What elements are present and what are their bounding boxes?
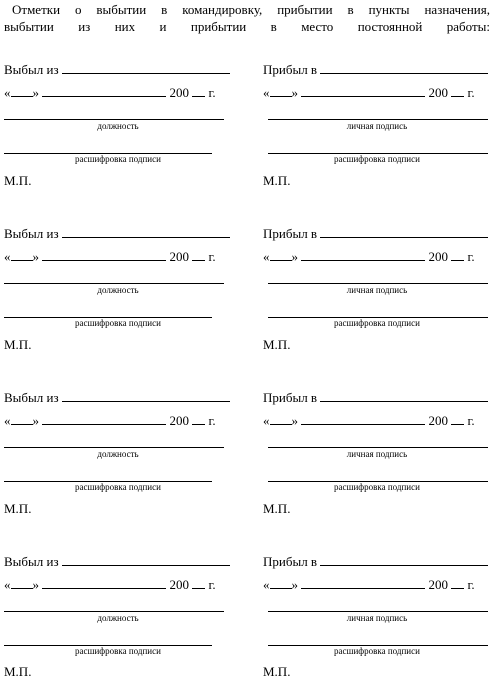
stamp-label: М.П.: [263, 664, 291, 679]
signature-decoding-caption: расшифровка подписи: [75, 318, 161, 328]
travel-mark-block-3: [0, 388, 494, 548]
year-prefix: 200: [169, 249, 189, 264]
arrived-label: Прибыл в: [263, 62, 318, 77]
instructions-line-2: выбытии из них и прибытии в место постоянной работы:: [4, 19, 490, 34]
departed-label: Выбыл из: [4, 226, 59, 241]
stamp-label: М.П.: [4, 337, 32, 352]
departed-place-field[interactable]: [62, 388, 230, 402]
quote-close: »: [291, 85, 298, 100]
arrived-row: [263, 552, 488, 570]
year-field[interactable]: [192, 83, 205, 97]
quote-open: «: [4, 249, 11, 264]
quote-close: »: [291, 577, 298, 592]
quote-close: »: [32, 249, 39, 264]
personal-signature-field[interactable]: [268, 283, 488, 284]
quote-close: »: [291, 413, 298, 428]
arrival-date-row: [263, 411, 475, 429]
month-field[interactable]: [42, 575, 166, 589]
year-field[interactable]: [451, 83, 464, 97]
position-field[interactable]: [4, 611, 224, 612]
year-prefix: 200: [169, 413, 189, 428]
position-field[interactable]: [4, 447, 224, 448]
departed-row: [4, 388, 230, 406]
departed-place-field[interactable]: [62, 224, 230, 238]
day-field[interactable]: [270, 411, 292, 425]
signature-decoding-caption: расшифровка подписи: [334, 646, 420, 656]
personal-signature-field[interactable]: [268, 119, 488, 120]
year-field[interactable]: [192, 575, 205, 589]
year-field[interactable]: [192, 247, 205, 261]
year-prefix: 200: [169, 85, 189, 100]
month-field[interactable]: [301, 83, 425, 97]
month-field[interactable]: [301, 247, 425, 261]
stamp-label: М.П.: [263, 173, 291, 188]
day-field[interactable]: [270, 247, 292, 261]
quote-open: «: [4, 413, 11, 428]
personal-signature-field[interactable]: [268, 611, 488, 612]
year-suffix: г.: [208, 249, 216, 264]
day-field[interactable]: [11, 247, 33, 261]
year-prefix: 200: [169, 577, 189, 592]
personal-signature-caption: личная подпись: [346, 449, 408, 459]
year-field[interactable]: [451, 247, 464, 261]
personal-signature-caption: личная подпись: [346, 613, 408, 623]
quote-open: «: [263, 577, 270, 592]
year-suffix: г.: [208, 85, 216, 100]
stamp-label: М.П.: [4, 501, 32, 516]
arrival-date-row: [263, 575, 475, 593]
year-field[interactable]: [451, 411, 464, 425]
position-caption: должность: [97, 121, 139, 131]
signature-decoding-caption: расшифровка подписи: [75, 646, 161, 656]
instructions-line-1: Отметки о выбытии в командировку, прибытии в пункты назначения,: [12, 2, 490, 17]
year-prefix: 200: [428, 577, 448, 592]
departed-label: Выбыл из: [4, 390, 59, 405]
position-caption: должность: [97, 285, 139, 295]
personal-signature-caption: личная подпись: [346, 285, 408, 295]
departure-date-row: [4, 247, 216, 265]
departure-date-row: [4, 83, 216, 101]
day-field[interactable]: [11, 411, 33, 425]
stamp-label: М.П.: [4, 173, 32, 188]
signature-decoding-caption: расшифровка подписи: [75, 154, 161, 164]
month-field[interactable]: [42, 411, 166, 425]
quote-close: »: [32, 85, 39, 100]
quote-open: «: [263, 85, 270, 100]
stamp-label: М.П.: [263, 337, 291, 352]
form-instructions: [4, 1, 490, 35]
travel-mark-block-1: [0, 60, 494, 220]
quote-close: »: [32, 577, 39, 592]
year-suffix: г.: [467, 85, 475, 100]
month-field[interactable]: [42, 247, 166, 261]
stamp-label: М.П.: [4, 664, 32, 679]
quote-close: »: [291, 249, 298, 264]
year-suffix: г.: [467, 249, 475, 264]
arrived-label: Прибыл в: [263, 554, 318, 569]
year-suffix: г.: [467, 413, 475, 428]
departed-row: [4, 552, 230, 570]
year-field[interactable]: [451, 575, 464, 589]
personal-signature-field[interactable]: [268, 447, 488, 448]
departed-label: Выбыл из: [4, 62, 59, 77]
year-prefix: 200: [428, 85, 448, 100]
personal-signature-caption: личная подпись: [346, 121, 408, 131]
day-field[interactable]: [270, 83, 292, 97]
day-field[interactable]: [11, 83, 33, 97]
arrived-row: [263, 60, 488, 78]
signature-decoding-caption: расшифровка подписи: [75, 482, 161, 492]
position-field[interactable]: [4, 119, 224, 120]
quote-open: «: [263, 249, 270, 264]
year-suffix: г.: [208, 577, 216, 592]
day-field[interactable]: [270, 575, 292, 589]
departed-row: [4, 224, 230, 242]
departed-place-field[interactable]: [62, 552, 230, 566]
year-field[interactable]: [192, 411, 205, 425]
day-field[interactable]: [11, 575, 33, 589]
signature-decoding-caption: расшифровка подписи: [334, 318, 420, 328]
arrived-row: [263, 388, 488, 406]
position-field[interactable]: [4, 283, 224, 284]
stamp-label: М.П.: [263, 501, 291, 516]
travel-mark-block-2: [0, 224, 494, 384]
month-field[interactable]: [42, 83, 166, 97]
month-field[interactable]: [301, 575, 425, 589]
arrived-place-field[interactable]: [320, 224, 488, 238]
position-caption: должность: [97, 449, 139, 459]
arrived-row: [263, 224, 488, 242]
departure-date-row: [4, 411, 216, 429]
arrived-place-field[interactable]: [320, 388, 488, 402]
departed-label: Выбыл из: [4, 554, 59, 569]
quote-open: «: [4, 85, 11, 100]
travel-mark-block-4: [0, 552, 494, 679]
month-field[interactable]: [301, 411, 425, 425]
year-prefix: 200: [428, 249, 448, 264]
departed-row: [4, 60, 230, 78]
year-suffix: г.: [467, 577, 475, 592]
quote-close: »: [32, 413, 39, 428]
arrival-date-row: [263, 83, 475, 101]
signature-decoding-caption: расшифровка подписи: [334, 154, 420, 164]
arrived-label: Прибыл в: [263, 226, 318, 241]
arrival-date-row: [263, 247, 475, 265]
year-prefix: 200: [428, 413, 448, 428]
year-suffix: г.: [208, 413, 216, 428]
position-caption: должность: [97, 613, 139, 623]
departed-place-field[interactable]: [62, 60, 230, 74]
quote-open: «: [263, 413, 270, 428]
departure-date-row: [4, 575, 216, 593]
quote-open: «: [4, 577, 11, 592]
arrived-label: Прибыл в: [263, 390, 318, 405]
arrived-place-field[interactable]: [320, 60, 488, 74]
arrived-place-field[interactable]: [320, 552, 488, 566]
signature-decoding-caption: расшифровка подписи: [334, 482, 420, 492]
